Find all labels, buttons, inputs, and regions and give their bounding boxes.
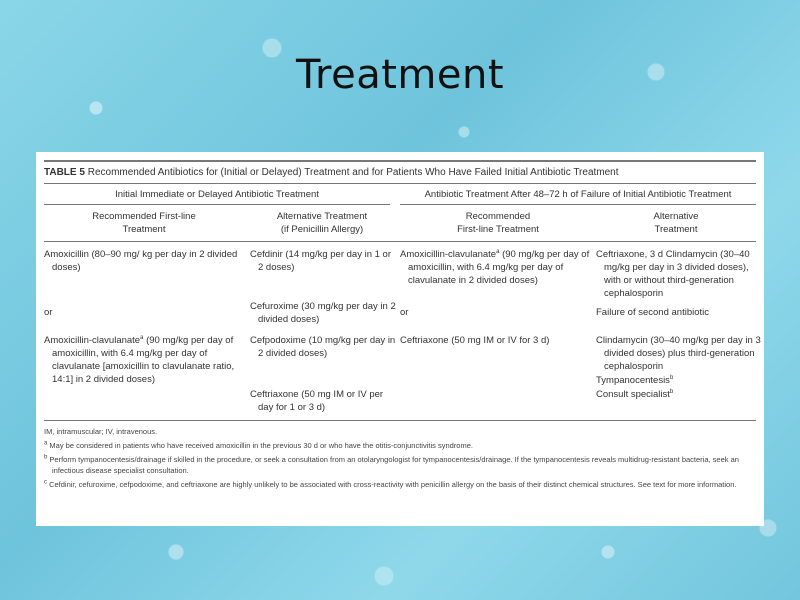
drug-name: Amoxicillin-clavulanate xyxy=(400,249,497,260)
footnote-mark: c xyxy=(44,479,47,486)
cell-or: or xyxy=(44,307,53,318)
column-header-line: Treatment xyxy=(122,224,166,235)
table-caption-text: Recommended Antibiotics for (Initial or Delayed) Treatment and for Patients Who Have Failed Initial Antibiotic Treatment xyxy=(87,167,619,178)
column-header-recommended-failure xyxy=(400,205,596,241)
footnote-mark: b xyxy=(44,454,48,461)
column-header-alternative-failure xyxy=(596,205,756,241)
table-footnotes xyxy=(44,421,756,490)
column-header-alternative-allergy xyxy=(244,205,400,241)
cell-clindamycin: Clindamycin (30–40 mg/kg per day in 3 divided doses) plus third-generation cephalosporin xyxy=(596,335,761,372)
table-caption xyxy=(44,160,756,184)
drug-dosage: (90 mg/kg per day of amoxicillin, with 6.4 mg/kg per day of clavulanate [amoxicillin to clavulanate ratio, 14:1] in 2 divided doses) xyxy=(52,335,235,385)
footnote-text: Perform tympanocentesis/drainage if skilled in the procedure, or seek a consultation from an otolaryngologist for tympanocentesis/drainage. If the tympanocentesis reveals multidrug-resistant bacteria, seek an infectious disease specialist consultation. xyxy=(47,455,739,475)
tympanocentesis-text: Tympanocentesis xyxy=(596,375,670,386)
column-header-line: Treatment xyxy=(654,224,698,235)
cell-ceftriaxone-allergy: Ceftriaxone (50 mg IM or IV per day for 1 or 3 d) xyxy=(250,389,384,413)
column-header-line: Alternative xyxy=(653,211,699,222)
footnote-text: Cefdinir, cefuroxime, cefpodoxime, and ceftriaxone are highly unlikely to be associated with cross-reactivity with penicillin allergy on the basis of their distinct chemical structures. See text for more information. xyxy=(47,480,737,489)
footnote-b xyxy=(44,454,756,476)
footnote-mark: a xyxy=(140,334,144,341)
group-header-failure: Antibiotic Treatment After 48–72 h of Failure of Initial Antibiotic Treatment xyxy=(400,184,756,205)
consult-text: Consult specialist xyxy=(596,389,670,400)
cell-ceftriaxone-failure: Ceftriaxone (50 mg IM or IV for 3 d) xyxy=(400,335,550,346)
cell-consult-specialist xyxy=(596,388,756,401)
table-body xyxy=(44,242,761,421)
drug-name: Amoxicillin-clavulanate xyxy=(44,335,141,346)
column-header-row xyxy=(44,205,756,242)
drug-dosage: (90 mg/kg per day of amoxicillin, with 6.4 mg/kg per day of clavulanate in 2 divided doses) xyxy=(408,249,590,286)
footnote-mark: a xyxy=(44,440,48,447)
column-header-first-line xyxy=(44,205,244,241)
column-header-line: (if Penicillin Allergy) xyxy=(280,224,364,235)
column-header-line: First-line Treatment xyxy=(457,224,539,235)
cell-amoxicillin-clavulanate-failure xyxy=(400,248,594,287)
cell-cefpodoxime: Cefpodoxime (10 mg/kg per day in 2 divided doses) xyxy=(250,335,396,359)
cell-or-failure: or xyxy=(400,307,409,318)
cell-amoxicillin-clavulanate xyxy=(44,334,242,386)
footnote-mark: b xyxy=(669,388,674,395)
column-header-line: Recommended First-line xyxy=(92,211,196,222)
cell-failure-second-antibiotic: Failure of second antibiotic xyxy=(596,307,710,318)
column-header-line: Alternative Treatment xyxy=(276,211,368,222)
footnote-text: May be considered in patients who have received amoxicillin in the previous 30 d or who have the otitis-conjunctivitis syndrome. xyxy=(47,441,473,450)
cell-tympanocentesis xyxy=(596,374,756,387)
cell-ceftriaxone-clindamycin: Ceftriaxone, 3 d Clindamycin (30–40 mg/kg per day in 3 divided doses), with or without third-generation cephalosporin xyxy=(596,249,750,299)
cell-cefuroxime: Cefuroxime (30 mg/kg per day in 2 divided doses) xyxy=(250,301,396,325)
column-header-line: Recommended xyxy=(465,211,531,222)
footnote-abbreviations: IM, intramuscular; IV, intravenous. xyxy=(44,427,158,436)
footnote-a xyxy=(44,440,756,451)
footnote-c xyxy=(44,479,756,490)
antibiotic-table-panel xyxy=(36,152,764,526)
cell-cefdinir: Cefdinir (14 mg/kg per day in 1 or 2 doses) xyxy=(250,249,391,273)
group-header-initial: Initial Immediate or Delayed Antibiotic Treatment xyxy=(44,184,390,205)
footnote-mark: b xyxy=(669,374,674,381)
cell-amoxicillin: Amoxicillin (80–90 mg/ kg per day in 2 divided doses) xyxy=(44,249,238,273)
slide-title: Treatment xyxy=(295,52,505,98)
footnote-mark: a xyxy=(496,248,500,255)
group-header-row xyxy=(44,184,756,205)
table-caption-label: TABLE 5 xyxy=(44,167,85,178)
